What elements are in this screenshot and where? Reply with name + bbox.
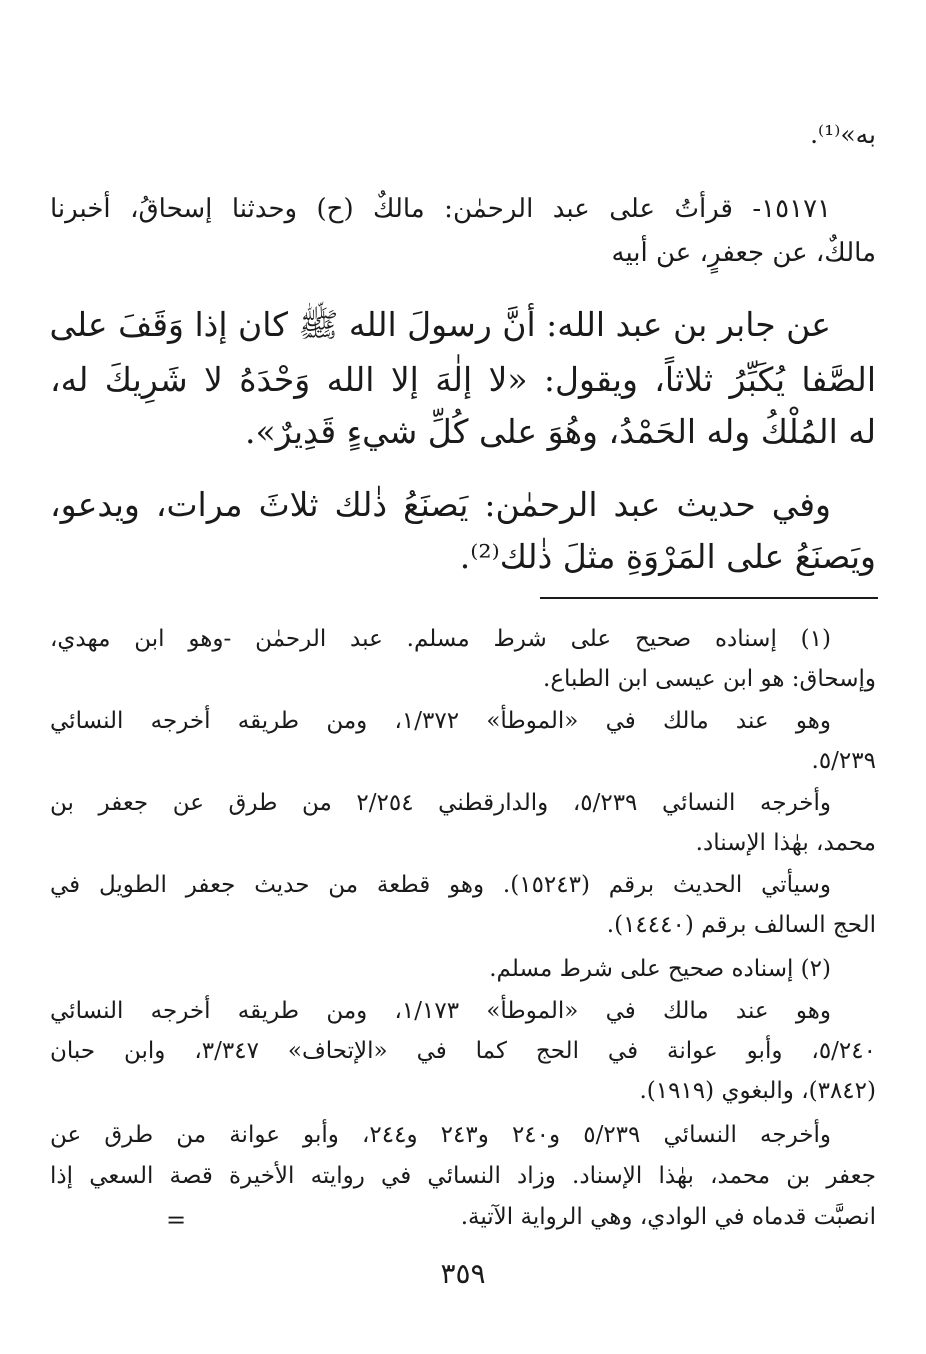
matn-line: ويَصنَعُ على المَرْوَةِ مثلَ ذٰلك⁽²⁾. <box>459 537 876 576</box>
continuation-mark: = <box>166 1206 187 1234</box>
footnote-line: وهو عند مالك في «الموطأ» ١/٣٧٢، ومن طريقه أخرجه النسائي <box>50 708 832 734</box>
footnote-line: ٥/٢٣٩. <box>811 748 876 774</box>
hadith-header-line: ١٥١٧١- قرأتُ على عبد الرحمٰن: مالكٌ (ح) وحدثنا إسحاقُ، أخبرنا <box>50 194 831 224</box>
matn-line: وفي حديث عبد الرحمٰن: يَصنَعُ ذٰلك ثلاثَ مرات، ويدعو، <box>50 485 831 524</box>
hadith-header-line: مالكٌ، عن جعفرٍ، عن أبيه <box>611 238 876 268</box>
footnote-line: وأخرجه النسائي ٥/٢٣٩ و٢٤٠ و٢٤٣ و٢٤٤، وأبو عوانة من طرق عن <box>50 1122 831 1148</box>
footnote-line: انصبَّت قدماه في الوادي، وهي الرواية الآتية. <box>460 1204 876 1230</box>
footnote-separator <box>540 597 878 599</box>
matn-line: عن جابر بن عبد الله: أنَّ رسولَ الله ﷺ كان إذا وَقَفَ على <box>49 305 831 344</box>
footnote-line: ٥/٢٤٠، وأبو عوانة في الحج كما في «الإتحاف» ٣/٣٤٧، وابن حبان <box>50 1038 876 1064</box>
matn-line: الصَّفا يُكَبِّرُ ثلاثاً، ويقول: «لا إلٰهَ إلا الله وَحْدَهُ لا شَرِيكَ له، <box>50 360 876 399</box>
page-number: ٣٥٩ <box>440 1257 486 1290</box>
footnote-line: جعفر بن محمد، بهٰذا الإسناد. وزاد النسائي في روايته الأخيرة قصة السعي إذا <box>50 1163 876 1189</box>
continued-text: به»⁽¹⁾. <box>810 120 876 149</box>
matn-line: له المُلْكُ وله الحَمْدُ، وهُوَ على كُلِّ شيءٍ قَدِيرٌ». <box>244 412 876 451</box>
footnote-line: (٢) إسناده صحيح على شرط مسلم. <box>489 956 831 982</box>
footnote-line: وهو عند مالك في «الموطأ» ١/١٧٣، ومن طريقه أخرجه النسائي <box>50 998 832 1024</box>
footnote-line: (١) إسناده صحيح على شرط مسلم. عبد الرحمٰن -وهو ابن مهدي، <box>50 626 831 652</box>
footnote-line: الحج السالف برقم (١٤٤٤٠). <box>606 912 876 938</box>
footnote-line: وإسحاق: هو ابن عيسى ابن الطباع. <box>543 666 876 692</box>
footnote-line: محمد، بهٰذا الإسناد. <box>695 830 876 856</box>
footnote-line: وأخرجه النسائي ٥/٢٣٩، والدارقطني ٢/٢٥٤ من طرق عن جعفر بن <box>50 790 831 816</box>
footnote-line: وسيأتي الحديث برقم (١٥٢٤٣). وهو قطعة من حديث جعفر الطويل في <box>50 872 831 898</box>
footnote-line: (٣٨٤٢)، والبغوي (١٩١٩). <box>639 1078 876 1104</box>
